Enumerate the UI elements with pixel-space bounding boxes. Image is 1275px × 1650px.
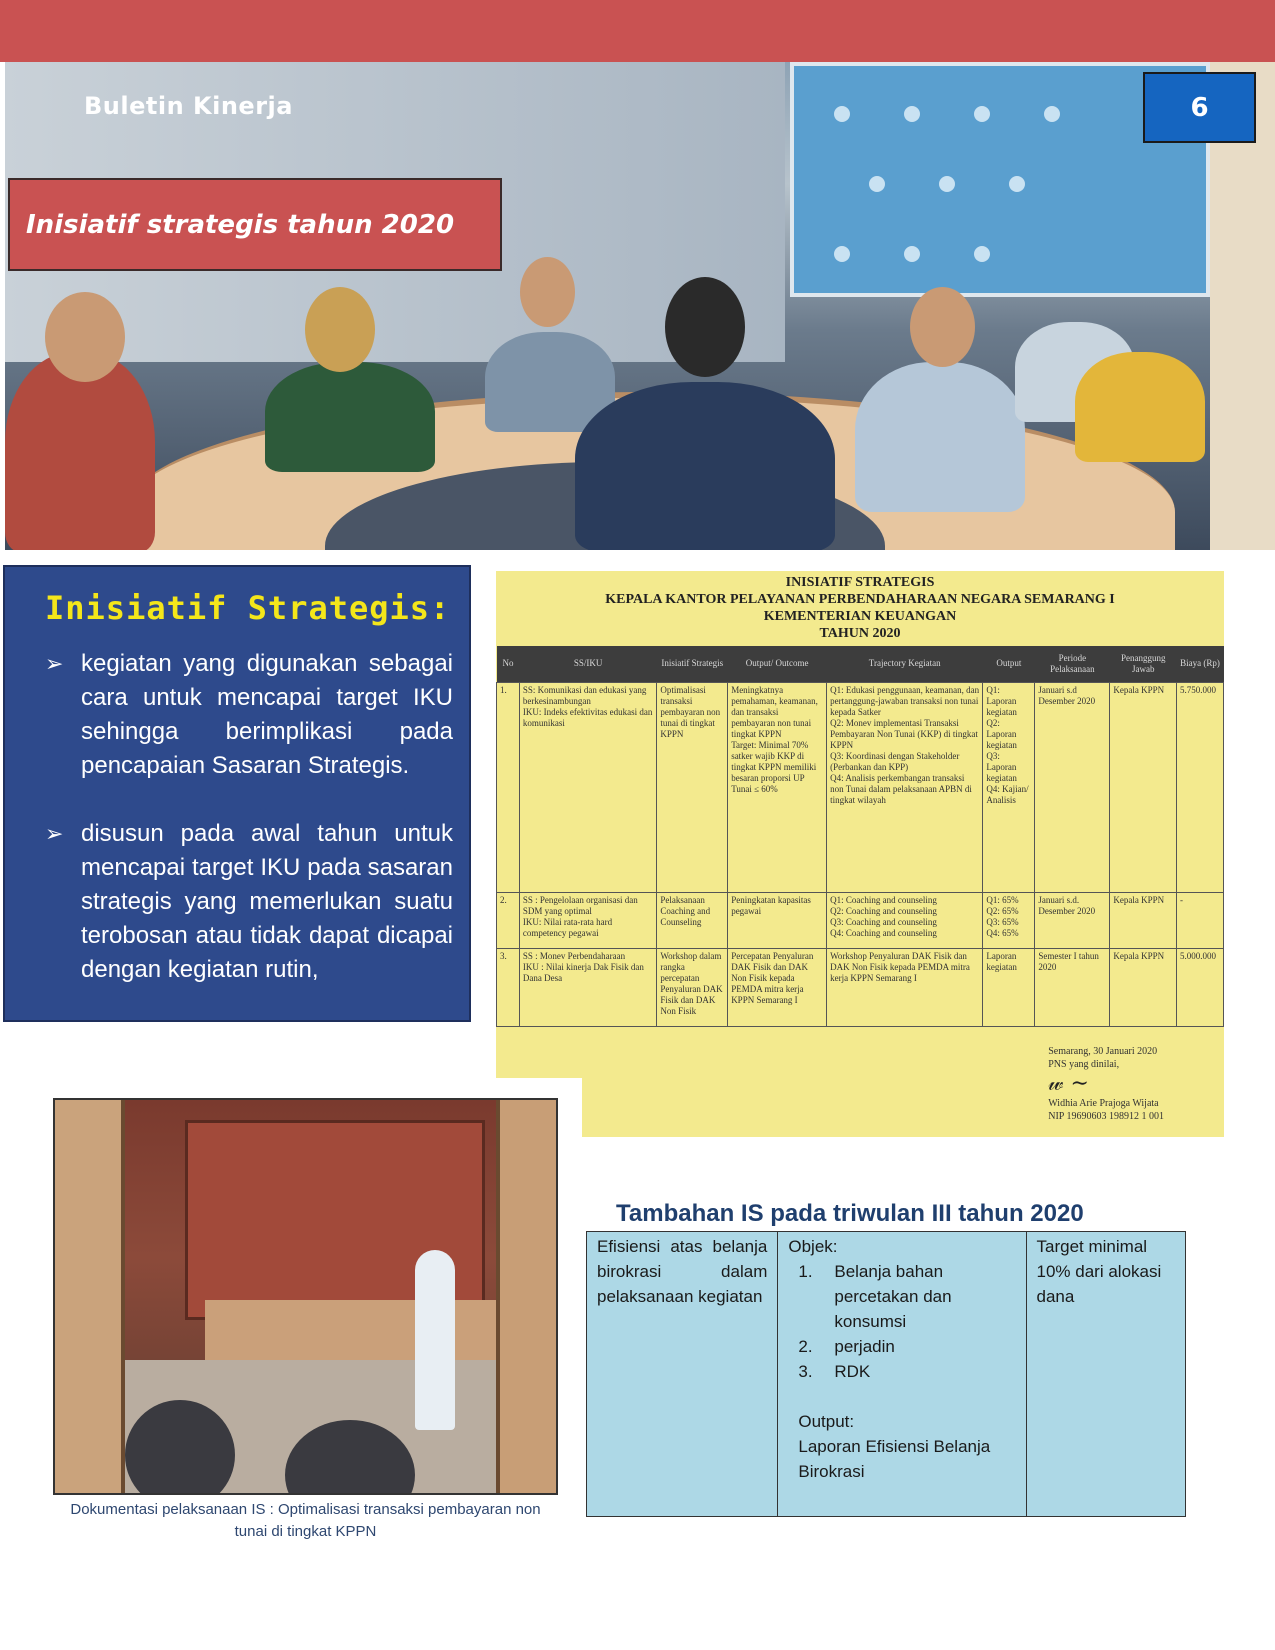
table-row: 2. SS : Pengelolaan organisasi dan SDM yang optimal IKU: Nilai rata-rata hard competency pegawai Pelaksanaan Coaching and Counseling Peningkatan kapasitas pegawai Q1: Coaching and counseling Q2: Coaching and counseling Q3: Coaching and counseling Q4: Coaching and counseling Q1: 65% Q2: 65% Q3: 65% Q4: 65% Januari s.d. Desember 2020 Kepala KPPN -: [497, 892, 1224, 948]
list-item: [45, 647, 453, 783]
bullet-text: kegiatan yang digunakan sebagai cara untuk mencapai target IKU sehingga berimplikasi pada pencapaian Sasaran Strategis.: [81, 650, 453, 779]
photo-desk: [205, 1300, 525, 1360]
document-heading: INISIATIF STRATEGIS KEPALA KANTOR PELAYANAN PERBENDAHARAAN NEGARA SEMARANG I KEMENTERIAN KEUANGAN TAHUN 2020: [605, 575, 1115, 641]
objek-list: [788, 1259, 1015, 1384]
bullet-text: disusun pada awal tahun untuk mencapai target IKU pada sasaran strategis yang memerlukan suatu terobosan atau tidak dapat dicapai dengan kegiatan rutin,: [81, 820, 453, 983]
photo-speaker: [415, 1250, 455, 1430]
table-row: 3. SS : Monev Perbendaharaan IKU : Nilai kinerja Dak Fisik dan Dana Desa Workshop dalam rangka percepatan Penyaluran DAK Fisik dan DAK Non Fisik Percepatan Penyaluran DAK Fisik dan DAK Non Fisik kepada PEMDA mitra kerja KPPN Semarang I Workshop Penyaluran DAK Fisik dan DAK Non Fisik kepada PEMDA mitra kerja KPPN Semarang I Laporan kegiatan Semester I tahun 2020 Kepala KPPN 5.000.000: [497, 948, 1224, 1026]
table-cell-target: Target minimal 10% dari alokasi dana: [1036, 1237, 1162, 1306]
activity-photo: [53, 1098, 558, 1495]
list-item: [45, 817, 453, 987]
section-title: Inisiatif strategis tahun 2020: [8, 178, 502, 271]
initiative-table: [496, 646, 1224, 1027]
signature-block: Semarang, 30 Januari 2020 PNS yang dinilai, 𝓌 ∼ Widhia Arie Prajoga Wijata NIP 19690603 198912 1 001: [1048, 1046, 1164, 1122]
page-number: 6: [1143, 72, 1256, 143]
meeting-photo: [5, 62, 1275, 550]
arrow-bullet-icon: ➢: [45, 651, 64, 676]
tambahan-table: [586, 1231, 1186, 1517]
table-cell-objek: Objek: 1. Belanja bahan percetakan dan konsumsi 2. perjadin 3. RDK Output: Laporan Efisiensi Belanja Birokrasi: [778, 1232, 1026, 1516]
inisiatif-strategis-box: [3, 565, 471, 1022]
arrow-bullet-icon: ➢: [45, 821, 64, 846]
table-header-row: No SS/IKU Inisiatif Strategis Output/ Outcome Trajectory Kegiatan Output Periode Pelaksanaan Penanggung Jawab Biaya (Rp): [497, 646, 1224, 682]
list-item: 1. Belanja bahan percetakan dan konsumsi: [798, 1262, 952, 1331]
photo-caption: Dokumentasi pelaksanaan IS : Optimalisasi transaksi pembayaran non tunai di tingkat KPPN: [70, 1501, 541, 1540]
bulletin-brand: Buletin Kinerja: [84, 92, 293, 120]
signature-mark-icon: 𝓌 ∼: [1048, 1071, 1089, 1096]
list-item: 3. RDK: [798, 1362, 871, 1381]
list-item: 2. perjadin: [798, 1337, 895, 1356]
scanned-document: [496, 571, 1224, 1137]
table-row: 1. SS: Komunikasi dan edukasi yang berkesinambungan IKU: Indeks efektivitas edukasi dan komunikasi Optimalisasi transaksi pembayaran non tunai di tingkat KPPN Meningkatnya pemahaman, keamanan, dan transaksi pembayaran non tunai tingkat KPPN Target: Minimal 70% satker wajib KKP di tingkat KPPN memiliki besaran proporsi UP Tunai ≤ 60% Q1: Edukasi penggunaan, keamanan, dan pertanggung-jawaban transaksi non tunai kepada Satker Q2: Monev implementasi Transaksi Pembayaran Non Tunai (KKP) di tingkat KPPN Q3: Koordinasi dengan Stakeholder (Perbankan dan KPP) Q4: Analisis perkembangan transaksi non Tunai dalam pelaksanaan APBN di tingkat wilayah Q1: Laporan kegiatan Q2: Laporan kegiatan Q3: Laporan kegiatan Q4: Kajian/ Analisis Januari s.d Desember 2020 Kepala KPPN 5.750.000: [497, 682, 1224, 892]
tambahan-title: Tambahan IS pada triwulan III tahun 2020: [616, 1200, 1084, 1227]
is-box-title: Inisiatif Strategis:: [45, 589, 451, 627]
is-bullet-list: [45, 647, 453, 987]
output-block: Output: Laporan Efisiensi Belanja Birokrasi: [798, 1412, 991, 1481]
top-color-bar: [0, 0, 1275, 62]
table-cell-initiative: Efisiensi atas belanja birokrasi dalam pelaksanaan kegiatan: [587, 1232, 778, 1516]
